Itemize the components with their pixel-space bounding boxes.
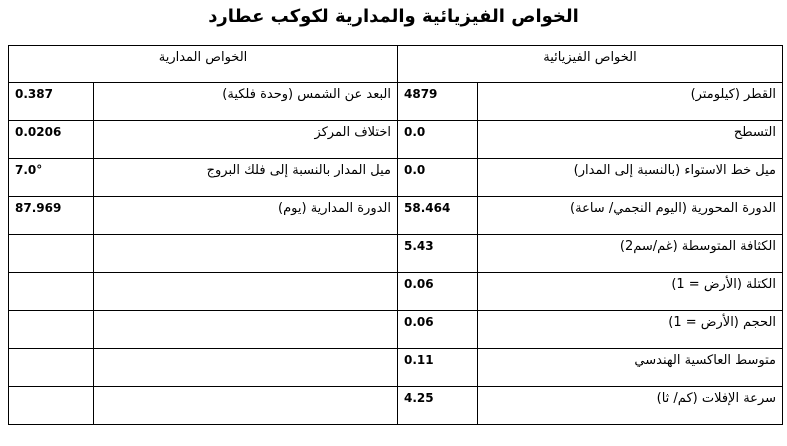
- table-row: [9, 311, 783, 349]
- table-row: [9, 159, 783, 197]
- physical-value: 0.0: [398, 121, 478, 159]
- properties-table: [8, 45, 783, 425]
- orbital-label: ميل المدار بالنسبة إلى فلك البروج: [94, 159, 398, 197]
- physical-value: 5.43: [398, 235, 478, 273]
- physical-label: التسطح: [478, 121, 783, 159]
- physical-label: الكتلة (الأرض = 1): [478, 273, 783, 311]
- orbital-header: الخواص المدارية: [9, 46, 398, 83]
- physical-header: الخواص الفيزيائية: [398, 46, 783, 83]
- orbital-value: [9, 235, 94, 273]
- table-row: [9, 235, 783, 273]
- orbital-label: [94, 349, 398, 387]
- physical-value: 0.06: [398, 311, 478, 349]
- table-row: [9, 121, 783, 159]
- orbital-value: 0.387: [9, 83, 94, 121]
- orbital-value: [9, 387, 94, 425]
- orbital-label: [94, 311, 398, 349]
- orbital-value: 0.0206: [9, 121, 94, 159]
- table-row: [9, 197, 783, 235]
- orbital-value: [9, 311, 94, 349]
- table-row: [9, 387, 783, 425]
- orbital-label: الدورة المدارية (يوم): [94, 197, 398, 235]
- orbital-value: 87.969: [9, 197, 94, 235]
- orbital-label: البعد عن الشمس (وحدة فلكية): [94, 83, 398, 121]
- physical-label: الحجم (الأرض = 1): [478, 311, 783, 349]
- header-row: [9, 46, 783, 83]
- orbital-label: [94, 387, 398, 425]
- physical-label: سرعة الإفلات (كم/ ثا): [478, 387, 783, 425]
- physical-value: 0.11: [398, 349, 478, 387]
- page-title: الخواص الفيزيائية والمدارية لكوكب عطارد: [208, 6, 579, 27]
- physical-value: 58.464: [398, 197, 478, 235]
- physical-value: 0.0: [398, 159, 478, 197]
- physical-label: القطر (كيلومتر): [478, 83, 783, 121]
- orbital-label: [94, 273, 398, 311]
- table-row: [9, 349, 783, 387]
- physical-label: الكثافة المتوسطة (غم/سم2): [478, 235, 783, 273]
- table-row: [9, 83, 783, 121]
- orbital-label: اختلاف المركز: [94, 121, 398, 159]
- physical-value: 0.06: [398, 273, 478, 311]
- orbital-label: [94, 235, 398, 273]
- physical-value: 4.25: [398, 387, 478, 425]
- orbital-value: [9, 349, 94, 387]
- table-row: [9, 273, 783, 311]
- orbital-value: [9, 273, 94, 311]
- orbital-value: 7.0°: [9, 159, 94, 197]
- physical-label: متوسط العاكسية الهندسي: [478, 349, 783, 387]
- physical-label: ميل خط الاستواء (بالنسبة إلى المدار): [478, 159, 783, 197]
- physical-value: 4879: [398, 83, 478, 121]
- physical-label: الدورة المحورية (اليوم النجمي/ ساعة): [478, 197, 783, 235]
